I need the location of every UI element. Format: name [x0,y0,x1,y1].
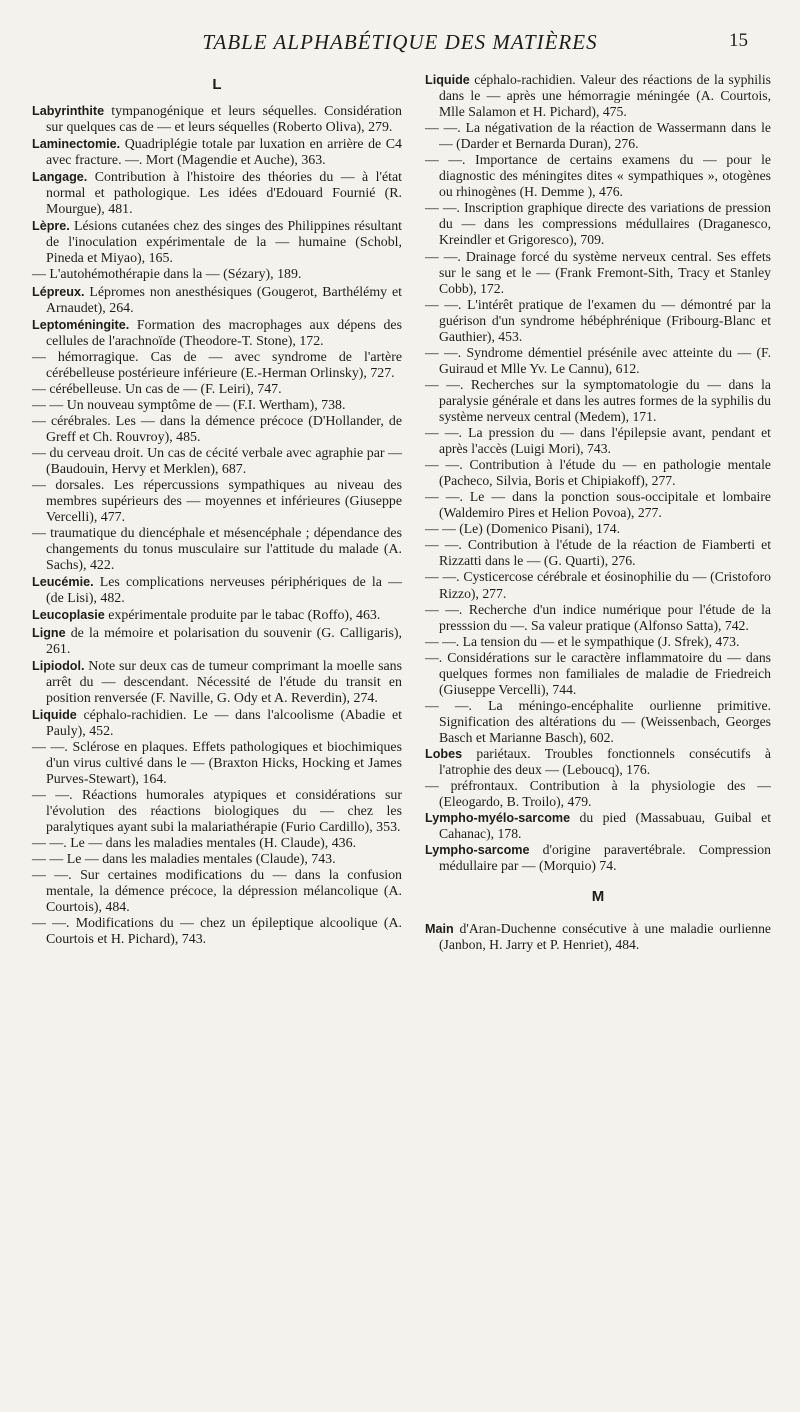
running-title: TABLE ALPHABÉTIQUE DES MATIÈRES [202,30,598,54]
m-entries [425,921,771,953]
index-entry [425,569,771,601]
entry-text: — —. La négativation de la réaction de Wassermann dans le — (Darder et Bernarda Duran), 276. [425,120,771,152]
entry-text: pariétaux. Troubles fonctionnels consécutifs à l'atrophie des deux — (Leboucq), 176. [439,745,771,778]
entry-headword: Leucoplasie [32,608,105,623]
index-entry [32,478,402,526]
entry-text: céphalo-rachidien. Valeur des réactions de la syphilis dans le — après une hémorragie méningée (A. Courtois, Mlle Salamon et H. Pichard), 475. [439,72,771,120]
entry-text: — —. Le — dans les maladies mentales (H. Claude), 436. [32,836,357,852]
entry-headword: Ligne [32,625,66,640]
right-column [425,72,771,953]
index-entry [425,377,771,425]
index-entry [32,218,402,267]
entry-headword: Lympho-sarcome [425,843,530,858]
index-entry [32,625,402,658]
index-entry [425,634,771,650]
index-entry [425,120,771,152]
entry-text: — —. Syndrome démentiel présénile avec atteinte du — (F. Guiraud et Mlle Yv. Le Cannu), 612. [425,344,771,376]
entry-text: — —. La pression du — dans l'épilepsie avant, pendant et après l'accès (Luigi Mori), 743. [425,425,771,457]
entry-text: — — Le — dans les maladies mentales (Claude), 743. [32,852,336,868]
index-entry [425,425,771,457]
index-entry [425,778,771,810]
entry-text: d'origine paravertébrale. Compression médullaire par — (Morquio) 74. [439,842,771,874]
index-entry [32,607,402,624]
index-entry [425,921,771,953]
index-entry [32,284,402,317]
entry-text: — —. Inscription graphique directe des variations de pression du — dans les compressions médullaires (Draganesco, Kreindler et Grigoresco), 709. [425,200,771,248]
entry-text: — —. Importance de certains examens du — pour le diagnostic des méningites dites « sympathiques », otogènes ou rhinogènes (H. Demme ), 476. [425,152,771,200]
index-entry [425,152,771,200]
index-entry [32,382,402,398]
entry-headword: Liquide [425,73,470,87]
entry-text: — hémorragique. Cas de — avec syndrome de l'artère cérébelleuse postérieure inférieure (E.-Herman Orlinsky), 727. [32,349,402,381]
entry-text: Lépromes non anesthésiques (Gougerot, Barthélémy et Arnaudet), 264. [46,284,402,316]
entry-text: — dorsales. Les répercussions sympathiques au niveau des membres supérieurs des — moyennes et inférieures (Giuseppe Vercelli), 477. [32,478,402,526]
page-header [0,30,800,60]
index-entry [32,267,402,283]
index-entry [425,810,771,842]
entry-text: — du cerveau droit. Un cas de cécité verbale avec agraphie par — (Baudouin, Hervy et Merklen), 687. [32,445,402,478]
index-entry [32,658,402,707]
index-entry [32,398,402,414]
entry-text: — traumatique du diencéphale et mésencéphale ; dépendance des changements du tonus musculaire sur l'attitude du malade (A. Sachs), 422. [32,526,402,574]
index-entry [425,345,771,377]
index-entry [425,537,771,569]
entry-headword: Labyrinthite [32,104,105,118]
entry-text: — —. La tension du — et le sympathique (J. Sfrek), 473. [425,633,740,649]
index-entry [32,574,402,607]
entry-headword: Lèpre. [32,219,70,234]
entry-text: céphalo-rachidien. Le — dans l'alcoolisme (Abadie et Pauly), 452. [46,707,402,739]
entry-text: — —. Cysticercose cérébrale et éosinophilie du — (Cristoforo Rizzo), 277. [425,569,771,601]
entry-text: du pied (Massabuau, Guibal et Cahanac), 178. [439,810,771,842]
entry-text: — —. Contribution à l'étude du — en pathologie mentale (Pacheco, Silvia, Boris et Chipiakoff), 277. [425,457,771,489]
index-entry [32,868,402,916]
entry-headword: Leucémie. [32,575,94,590]
index-entry [32,446,402,478]
index-entry [425,200,771,248]
index-entry [32,916,402,948]
entry-text: — — Un nouveau symptôme de — (F.I. Wertham), 738. [32,397,346,413]
entry-text: — —. Sclérose en plaques. Effets pathologiques et biochimiques d'un virus cultivé dans le — (Braxton Hicks, Hocking et James Purves-Stewart), 164. [32,739,402,787]
entry-text: Contribution à l'histoire des théories du — à l'état normal et pathologique. Les idées d'Edouard Fournié (R. Mourgue), 481. [46,170,402,218]
index-entry [32,526,402,574]
entry-text: —. Considérations sur le caractère inflammatoire du — dans quelques formes non familiales de maladie de Friedreich (Giuseppe Vercelli), 744. [425,649,771,697]
entry-headword: Laminectomie. [32,137,121,152]
section-letter-l: L [212,76,222,93]
left-column [32,72,402,948]
index-entry [425,457,771,489]
index-entry [32,788,402,836]
index-entry [32,103,402,136]
entry-headword: Lipiodol. [32,658,85,673]
index-entry [32,136,402,169]
entry-headword: Leptoméningite. [32,317,130,332]
index-entry [32,852,402,868]
entry-headword: Lympho-myélo-sarcome [425,811,571,826]
entry-text: expérimentale produite par le tabac (Roffo), 463. [104,608,381,624]
entry-headword: Main [425,922,454,937]
section-letter-m: M [591,888,605,906]
entry-text: — — (Le) (Domenico Pisani), 174. [425,521,621,537]
index-entry [32,414,402,446]
entry-text: Quadriplégie totale par luxation en arrière de C4 avec fracture. —. Mort (Magendie et Auche), 363. [46,137,402,169]
index-entry [32,350,402,382]
right-entries [425,72,771,874]
index-entry [425,297,771,345]
entry-text: — —. Réactions humorales atypiques et considérations sur l'évolution des réactions biologiques du — chez les paralytiques ayant subi la malariathérapie (Furio Cardillo), 353. [32,787,402,836]
index-entry [32,836,402,852]
entry-text: tympanogénique et leurs séquelles. Considération sur quelques cas de — et leurs séquelles (Roberto Oliva), 279. [46,104,402,136]
entry-text: — —. Recherches sur la symptomatologie du — dans la paralysie générale et dans les autres formes de la syphilis du système nerveux central (Medem), 171. [425,376,771,424]
index-entry [425,489,771,521]
index-entry [32,169,402,218]
index-entry [425,842,771,874]
index-entry [425,602,771,634]
entry-text: Formation des macrophages aux dépens des cellules de l'arachnoïde (Theodore-T. Stone), 172. [46,317,402,349]
entry-text: — cérébrales. Les — dans la démence précoce (D'Hollander, de Greff et Ch. Rouvroy), 485. [32,413,402,445]
entry-text: d'Aran-Duchenne consécutive à une maladie ourlienne (Janbon, H. Jarry et P. Henriet), 484. [439,921,771,953]
index-entry [425,521,771,537]
entry-headword: Liquide [32,707,77,722]
entry-headword: Langage. [32,170,88,185]
entry-text: — —. L'intérêt pratique de l'examen du — démontré par la guérison d'un syndrome hébéphrénique (Fribourg-Blanc et Gauthier), 453. [425,296,771,344]
entry-text: — —. Modifications du — chez un épileptique alcoolique (A. Courtois et H. Pichard), 743. [32,916,402,948]
entry-text: — L'autohémothérapie dans la — (Sézary), 189. [32,267,302,283]
entry-text: — —. Contribution à l'étude de la réaction de Fiamberti et Rizzatti dans le — (G. Quarti), 276. [425,537,771,569]
entry-text: — cérébelleuse. Un cas de — (F. Leiri), 747. [32,381,282,397]
index-entry [32,707,402,740]
index-entry [32,317,402,350]
entry-text: Note sur deux cas de tumeur comprimant la moelle sans arrêt du — descendant. Nécessité de l'étude du transit en position renversée (F. Naville, G. Ody et A. Reverdin), 274. [46,658,402,706]
entry-text: — —. Recherche d'un indice numérique pour l'étude de la presssion du —. Sa valeur pratique (Alfonso Satta), 742. [425,601,771,633]
index-entry [425,249,771,297]
entry-text: — —. La méningo-encéphalite ourlienne primitive. Signification des altérations du — (Weissenbach, Georges Basch et Marianne Basch), 602. [425,697,771,745]
entry-text: de la mémoire et polarisation du souvenir (G. Calligaris), 261. [46,625,402,657]
index-entry [425,650,771,698]
index-entry [425,698,771,746]
page-number: 15 [729,30,748,51]
index-entry [32,740,402,788]
entry-text: — préfrontaux. Contribution à la physiologie des — (Eleogardo, B. Troilo), 479. [425,778,771,810]
entry-headword: Lépreux. [32,284,85,299]
entry-headword: Lobes [425,746,463,761]
entry-text: Lésions cutanées chez des singes des Philippines résultant de l'inoculation expérimentale de la — humaine (Schobl, Pineda et Miyao), 165. [46,219,402,267]
entry-text: — —. Drainage forcé du système nerveux central. Ses effets sur le sang et le — (Frank Fremont-Sith, Tracy et Stanley Cobb), 172. [425,248,771,296]
entry-text: — —. Le — dans la ponction sous-occipitale et lombaire (Waldemiro Pires et Helion Povoa), 277. [425,489,771,521]
entry-text: — —. Sur certaines modifications du — dans la confusion mentale, la démence précoce, la dépression mélancolique (A. Courtois), 484. [32,868,402,916]
index-entry [425,72,771,120]
index-entry [425,746,771,778]
entry-text: Les complications nerveuses périphériques de la — (de Lisi), 482. [46,575,402,607]
